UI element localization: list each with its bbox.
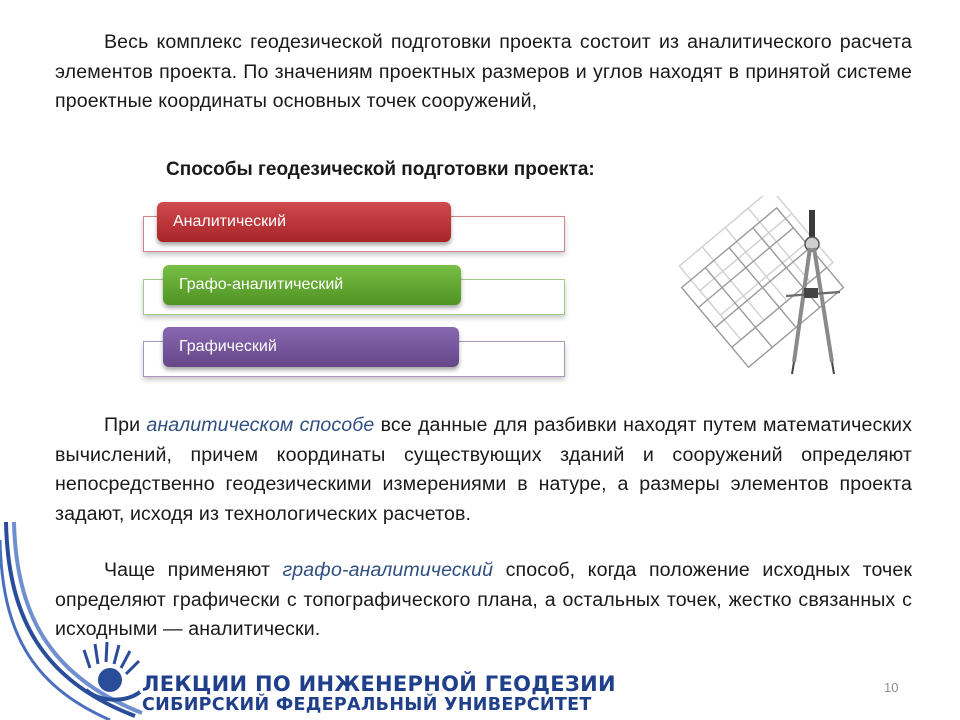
method-graphic-label: Графический [163,327,459,367]
analytic-paragraph [55,411,912,529]
grid-sheet-icon [676,196,850,367]
grapho-emphasis: графо-аналитический [282,559,494,581]
footer-lectures-title: ЛЕКЦИИ ПО ИНЖЕНЕРНОЙ ГЕОДЕЗИИ [142,672,616,696]
methods-title: Способы геодезической подготовки проекта: [166,159,595,180]
grapho-text-before: Чаще применяют [104,559,271,581]
analytic-text-after: все данные для разбивки находят путем математических вычислений, причем координаты существующих зданий и сооружений определяют непосредственно геодезическими измерениями в натуре, а размеры элементов проекта задают, исходя из технологических расчетов. [55,414,913,525]
analytic-emphasis: аналитическом способе [146,414,375,436]
intro-paragraph [55,28,912,117]
method-grapho-analytic-label: Графо-аналитический [163,265,461,305]
compass-icon [786,210,840,374]
grapho-text-after: способ, когда положение исходных точек определяют графически с топографического плана, а остальных точек, жестко связанных с исходными — аналитически. [55,559,913,641]
sun-icon [98,668,122,692]
page-number: 10 [884,680,899,695]
intro-text: Весь комплекс геодезической подготовки проекта состоит из аналитического расчета элементов проекта. По значениям проектных размеров и углов находят в принятой системе проектные координаты основных точек сооружений, [55,31,912,113]
analytic-text-before: При [104,414,141,436]
grid-compass-icon [676,196,856,376]
method-analytic-label: Аналитический [157,202,451,242]
footer-university-name: СИБИРСКИЙ ФЕДЕРАЛЬНЫЙ УНИВЕРСИТЕТ [142,695,592,715]
